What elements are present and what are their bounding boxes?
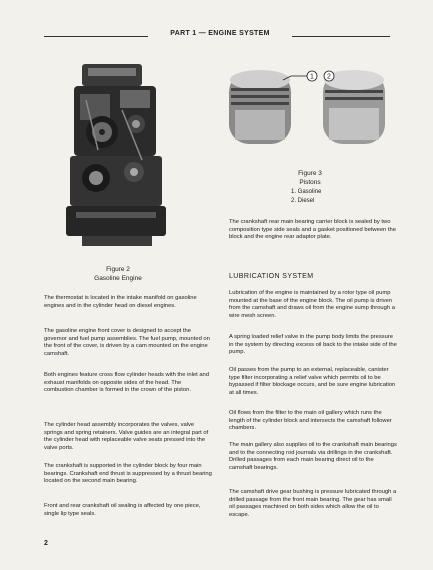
figure-2-caption [68,266,168,283]
right-paragraph-relief-valve: A spring loaded relief valve in the pump body limits the pressure in the system by directing excess oil back to the intake side of the pump. [229,334,397,356]
figure-3-label: Pistons [299,178,321,186]
figure-2-label: Gasoline Engine [94,274,142,282]
figure-3-item-diesel: 2. Diesel [291,197,315,204]
right-paragraph-oil-pump: Lubrication of the engine is maintained by a rotor type oil pump mounted at the base of the engine block. The oil pump is driven from the camshaft and draws oil from the engine sump through a wire mesh screen. [229,290,395,319]
header-rule-right [292,36,390,37]
page-header-title: PART 1 — ENGINE SYSTEM [150,30,290,37]
header-rule-left [44,36,148,37]
figure-3-item-list [291,188,351,205]
pistons-photo [225,62,387,150]
figure-2-title: Figure 2 [106,266,130,273]
right-paragraph-oil-gallery: Oil flows from the filter to the main oil gallery which runs the length of the cylinder block and intersects the camshaft follower chambers. [229,410,392,432]
gasoline-engine-photo [62,60,172,248]
page-number: 2 [44,540,48,547]
figure-3-item-gasoline: 1. Gasoline [291,189,322,195]
right-paragraph-oil-filter: Oil passes from the pump to an external, replaceable, canister type filter incorporating a relief valve which permits oil to be bypassed if filter blockage occurs, and be sure engine lubrication at all times. [229,367,396,396]
callout-2-label: 2 [327,73,331,81]
figure-3-caption [280,170,340,187]
callout-1-label: 1 [310,73,314,81]
lubrication-system-heading: LUBRICATION SYSTEM [229,273,314,280]
left-paragraph-crankshaft-support: The crankshaft is supported in the cylinder block by four main bearings. Crankshaft end thrust is suppressed by a thrust bearing located on the second main bearing. [44,463,212,485]
left-paragraph-front-cover: The gasoline engine front cover is designed to accept the governor and fuel pump assemblies. The fuel pump, mounted on the front of the cover, is driven by a cam mounted on the engine camshaft. [44,328,210,357]
figure-3-title: Figure 3 [298,170,322,177]
right-paragraph-rear-bearing: The crankshaft rear main bearing carrier block is sealed by two composition type side seals and a gasket positioned between the block and the engine rear adaptor plate. [229,219,396,241]
left-paragraph-cylinder-heads: Both engines feature cross flow cylinder heads with the inlet and exhaust manifolds on opposite sides of the head. The combustion chamber is formed in the crown of the piston. [44,372,209,394]
right-paragraph-camshaft-drive-gear: The camshaft drive gear bushing is pressure lubricated through a drilled passage from the front main bearing. The gear has small oil passages machined on both sides which allow the oil to escape. [229,489,397,518]
right-paragraph-main-gallery: The main gallery also supplies oil to the crankshaft main bearings and to the connecting rod journals via drillings in the crankshaft. Drilled passages from each main bearing direct oil to the camshaft bearings. [229,442,397,471]
left-paragraph-thermostat: The thermostat is located in the intake manifold on gasoline engines and in the cylinder head on diesel engines. [44,295,197,309]
left-paragraph-oil-sealing: Front and rear crankshaft oil sealing is affected by one piece, single lip type seals. [44,503,201,517]
left-paragraph-cylinder-head-assembly: The cylinder head assembly incorporates the valves, valve springs and spring retainers. Valve guides are an integral part of the cylinder head with replaceable valve seats pressed into the valve ports. [44,422,209,451]
